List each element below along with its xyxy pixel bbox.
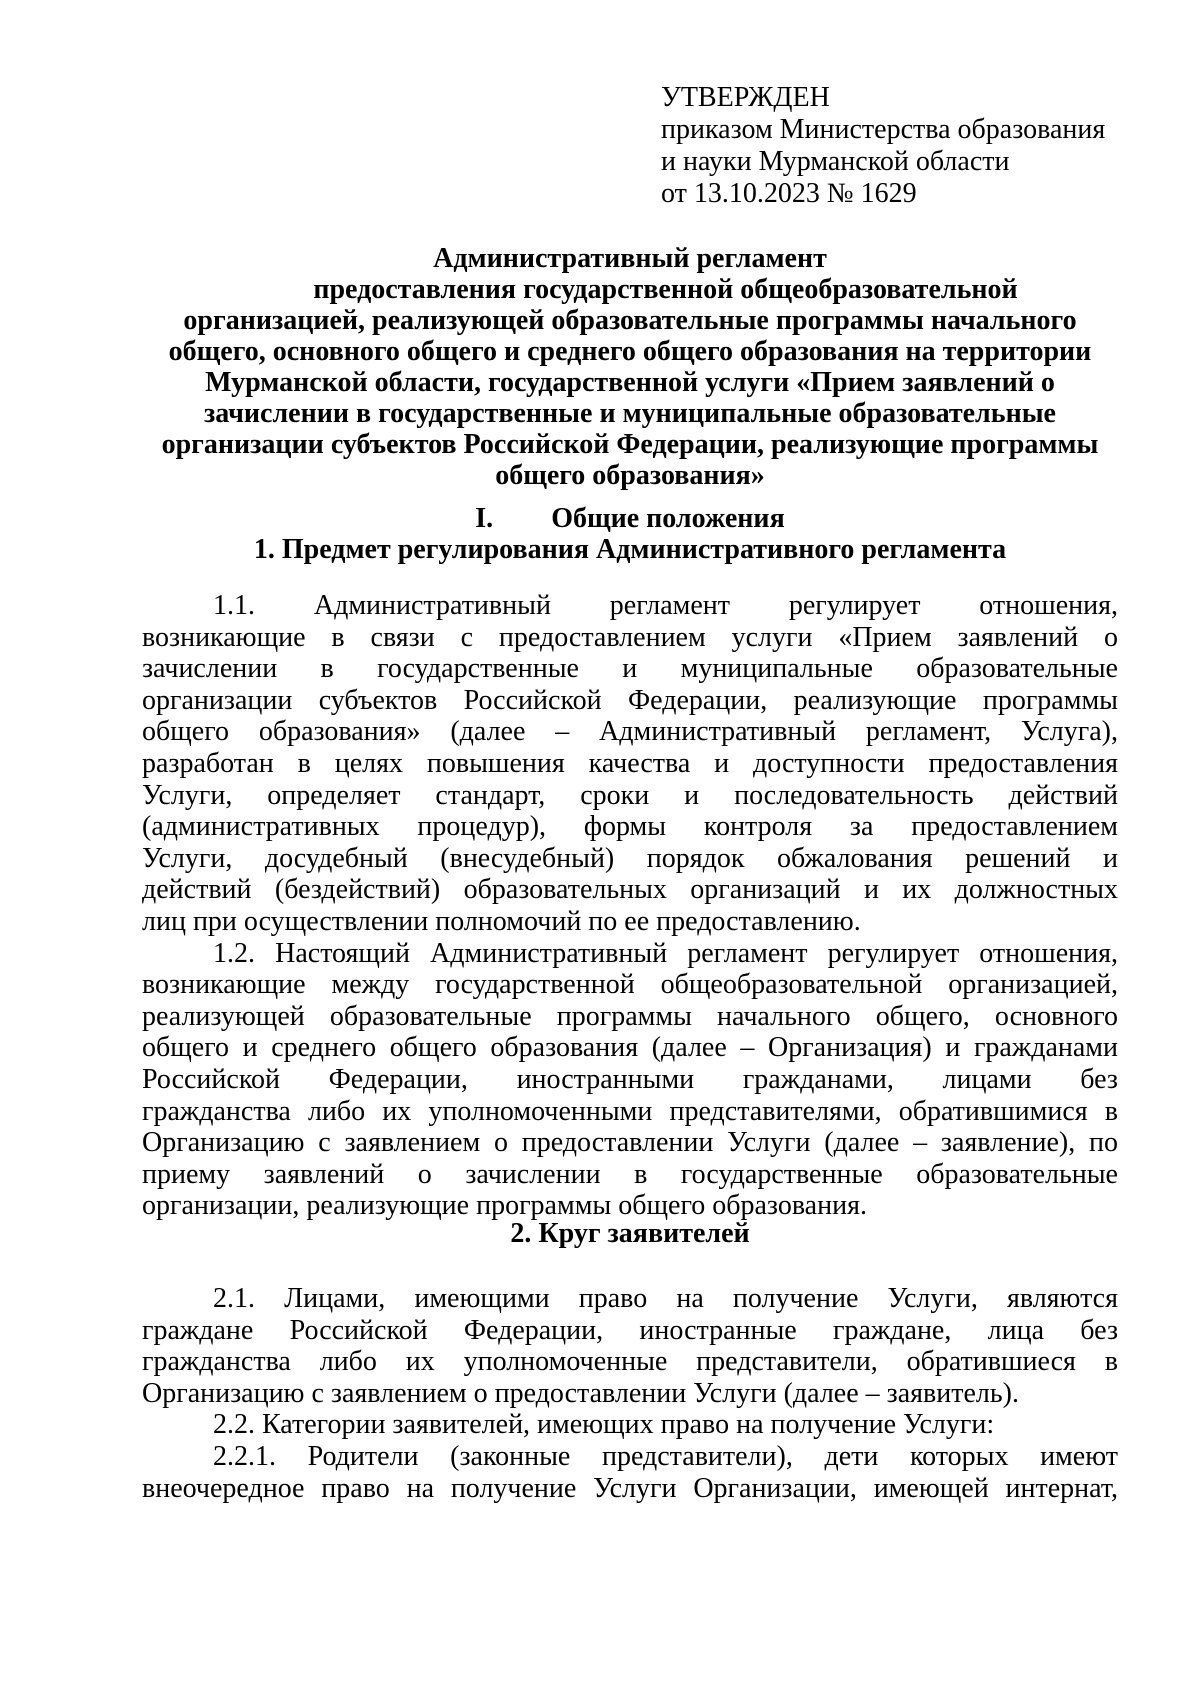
paragraph-line: возникающие между государственной общеобразовательной организацией, <box>142 969 1118 1001</box>
paragraph-line: лиц при осуществлении полномочий по ее предоставлению. <box>142 905 861 937</box>
approval-line: приказом Министерства образования <box>661 114 1106 145</box>
document-title <box>142 243 1118 491</box>
paragraph-line: Организацию с заявлением о предоставлении Услуги (далее – заявление), по <box>142 1127 1118 1159</box>
paragraph-line: 1.1. Административный регламент регулирует отношения, <box>213 590 1118 621</box>
section-roman-numeral: I. <box>475 503 494 534</box>
paragraph-line: 1.2. Настоящий Административный регламент регулирует отношения, <box>213 937 1118 969</box>
paragraph-line: Услуги, досудебный (внесудебный) порядок обжалования решений и <box>142 842 1118 874</box>
paragraph-line: общего образования» (далее – Административный регламент, Услуга), <box>142 716 1118 748</box>
paragraph-line: 2.2. Категории заявителей, имеющих право на получение Услуги: <box>213 1409 995 1441</box>
paragraph-1-1 <box>142 590 1118 1222</box>
paragraph-2-2 <box>142 1409 1118 1441</box>
paragraph-line: организации субъектов Российской Федерации, реализующие программы <box>142 684 1118 716</box>
title-line: предоставления государственной общеобразовательной <box>313 274 1018 305</box>
paragraph-line: общего и среднего общего образования (далее – Организация) и гражданами <box>142 1032 1118 1064</box>
title-line: зачислении в государственные и муниципальные образовательные <box>203 398 1056 429</box>
paragraph-line: реализующей образовательные программы начального общего, основного <box>142 1000 1118 1032</box>
section-2-heading <box>142 1218 1118 1249</box>
paragraph-1-2 <box>142 938 1118 1222</box>
paragraph-line: 2.2.1. Родители (законные представители), дети которых имеют <box>213 1440 1118 1472</box>
section-title: 2. Круг заявителей <box>510 1218 750 1249</box>
title-line: общего, основного общего и среднего общего образования на территории <box>168 336 1092 367</box>
title-line: Мурманской области, государственной услуги «Прием заявлений о <box>205 367 1055 398</box>
paragraph-line: (административных процедур), формы контроля за предоставлением <box>142 811 1118 843</box>
paragraph-line: гражданства либо их уполномоченные представители, обратившиеся в <box>142 1346 1118 1378</box>
paragraph-line: возникающие в связи с предоставлением услуги «Прием заявлений о <box>142 621 1118 653</box>
paragraph-2-2-1 <box>142 1441 1118 1504</box>
title-line: организации субъектов Российской Федерации, реализующие программы <box>161 429 1099 460</box>
paragraph-line: 2.1. Лицами, имеющими право на получение Услуги, являются <box>213 1283 1118 1314</box>
title-line: Административный регламент <box>433 243 827 274</box>
paragraph-line: граждане Российской Федерации, иностранные граждане, лица без <box>142 1314 1118 1346</box>
approval-line: УТВЕРЖДЕН <box>661 82 830 113</box>
paragraph-line: Услуги, определяет стандарт, сроки и последовательность действий <box>142 779 1118 811</box>
title-line: организацией, реализующей образовательные программы начального <box>183 305 1077 336</box>
paragraph-line: действий (бездействий) образовательных организаций и их должностных <box>142 874 1118 906</box>
title-line: общего образования» <box>495 460 765 491</box>
paragraph-line: Российской Федерации, иностранными гражданами, лицами без <box>142 1063 1118 1095</box>
paragraph-line: внеочередное право на получение Услуги Организации, имеющей интернат, <box>142 1472 1118 1504</box>
paragraph-line: приему заявлений о зачислении в государственные образовательные <box>142 1158 1118 1190</box>
subsection-title: 1. Предмет регулирования Административного регламента <box>253 534 1007 565</box>
paragraph-line: организации, реализующие программы общего образования. <box>142 1190 867 1222</box>
section-title: Общие положения <box>551 503 785 534</box>
approval-line: и науки Мурманской области <box>661 146 1010 177</box>
approval-stamp <box>661 82 1105 210</box>
paragraph-line: зачислении в государственные и муниципальные образовательные <box>142 653 1118 685</box>
paragraph-line: гражданства либо их уполномоченными представителями, обратившимися в <box>142 1095 1118 1127</box>
paragraph-2-1 <box>142 1283 1118 1504</box>
paragraph-line: Организацию с заявлением о предоставлении Услуги (далее – заявитель). <box>142 1377 1019 1409</box>
paragraph-line: разработан в целях повышения качества и доступности предоставления <box>142 747 1118 779</box>
section-heading-line <box>142 503 1118 534</box>
approval-line: от 13.10.2023 № 1629 <box>661 178 917 209</box>
section-1-heading <box>142 503 1118 565</box>
